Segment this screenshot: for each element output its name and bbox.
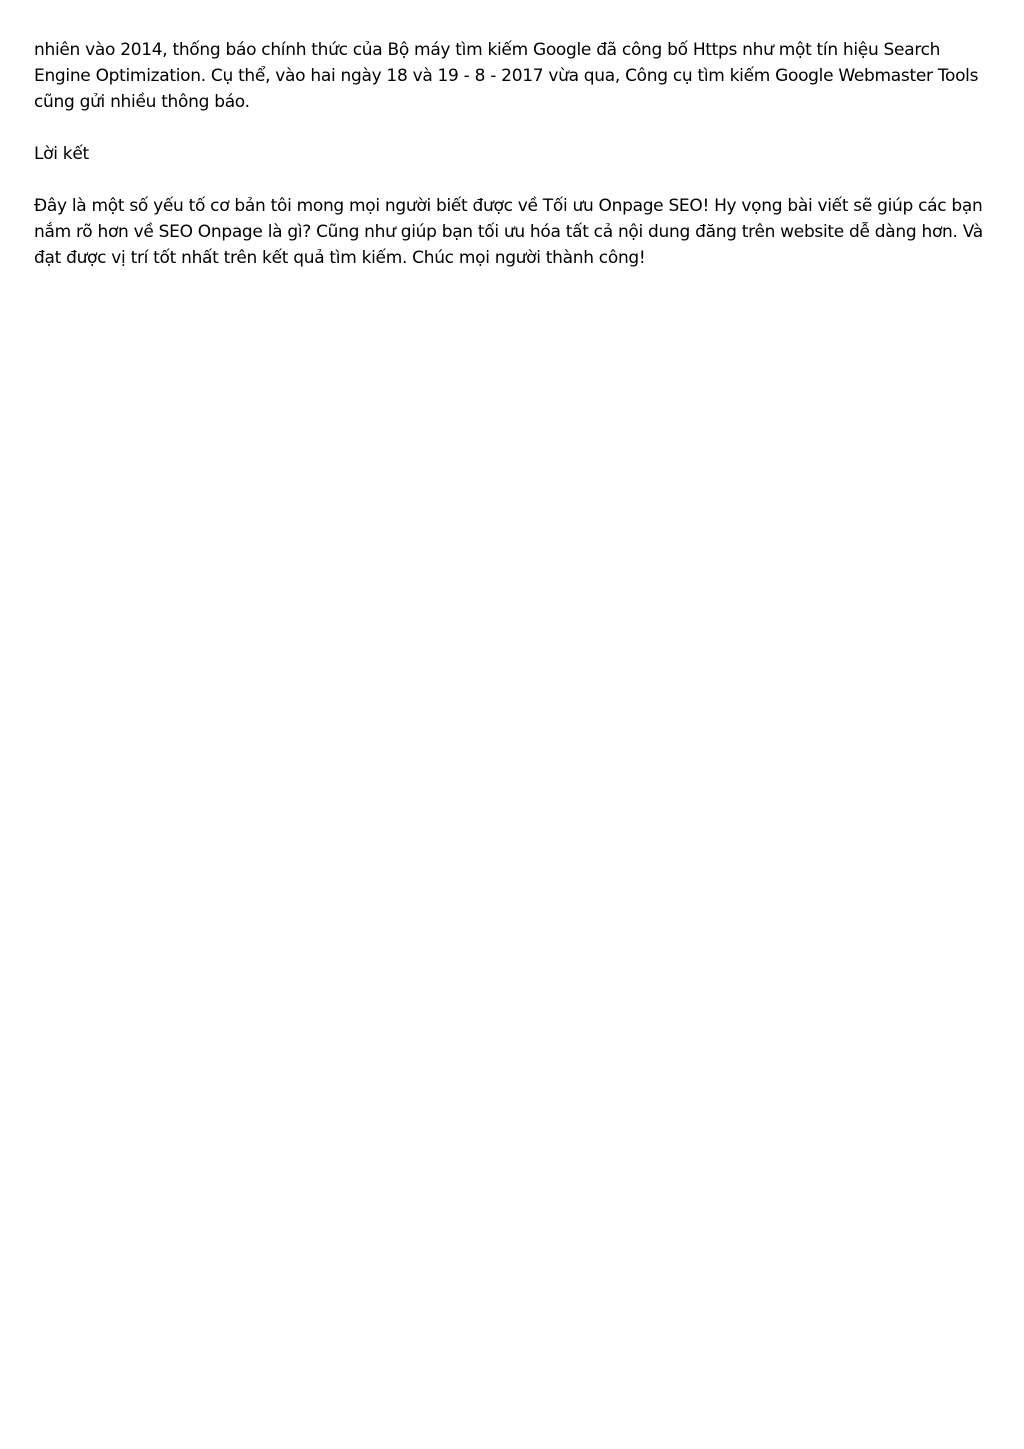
document-body [34, 37, 984, 297]
section-heading: Lời kết [34, 144, 89, 164]
paragraph-conclusion: Đây là một số yếu tố cơ bản tôi mong mọi người biết được về Tối ưu Onpage SEO! Hy vọng bài viết sẽ giúp các bạn nắm rõ hơn về SEO Onpage là gì? Cũng như giúp bạn tối ưu hóa tất cả nội dung đăng trên website dễ dàng hơn. Và đạt được vị trí tốt nhất trên kết quả tìm kiếm. Chúc mọi người thành công! [34, 196, 983, 268]
paragraph-https-signal: nhiên vào 2014, thống báo chính thức của Bộ máy tìm kiếm Google đã công bố Https như một tín hiệu Search Engine Optimization. Cụ thể, vào hai ngày 18 và 19 - 8 - 2017 vừa qua, Công cụ tìm kiếm Google Webmaster Tools cũng gửi nhiều thông báo. [34, 40, 979, 112]
